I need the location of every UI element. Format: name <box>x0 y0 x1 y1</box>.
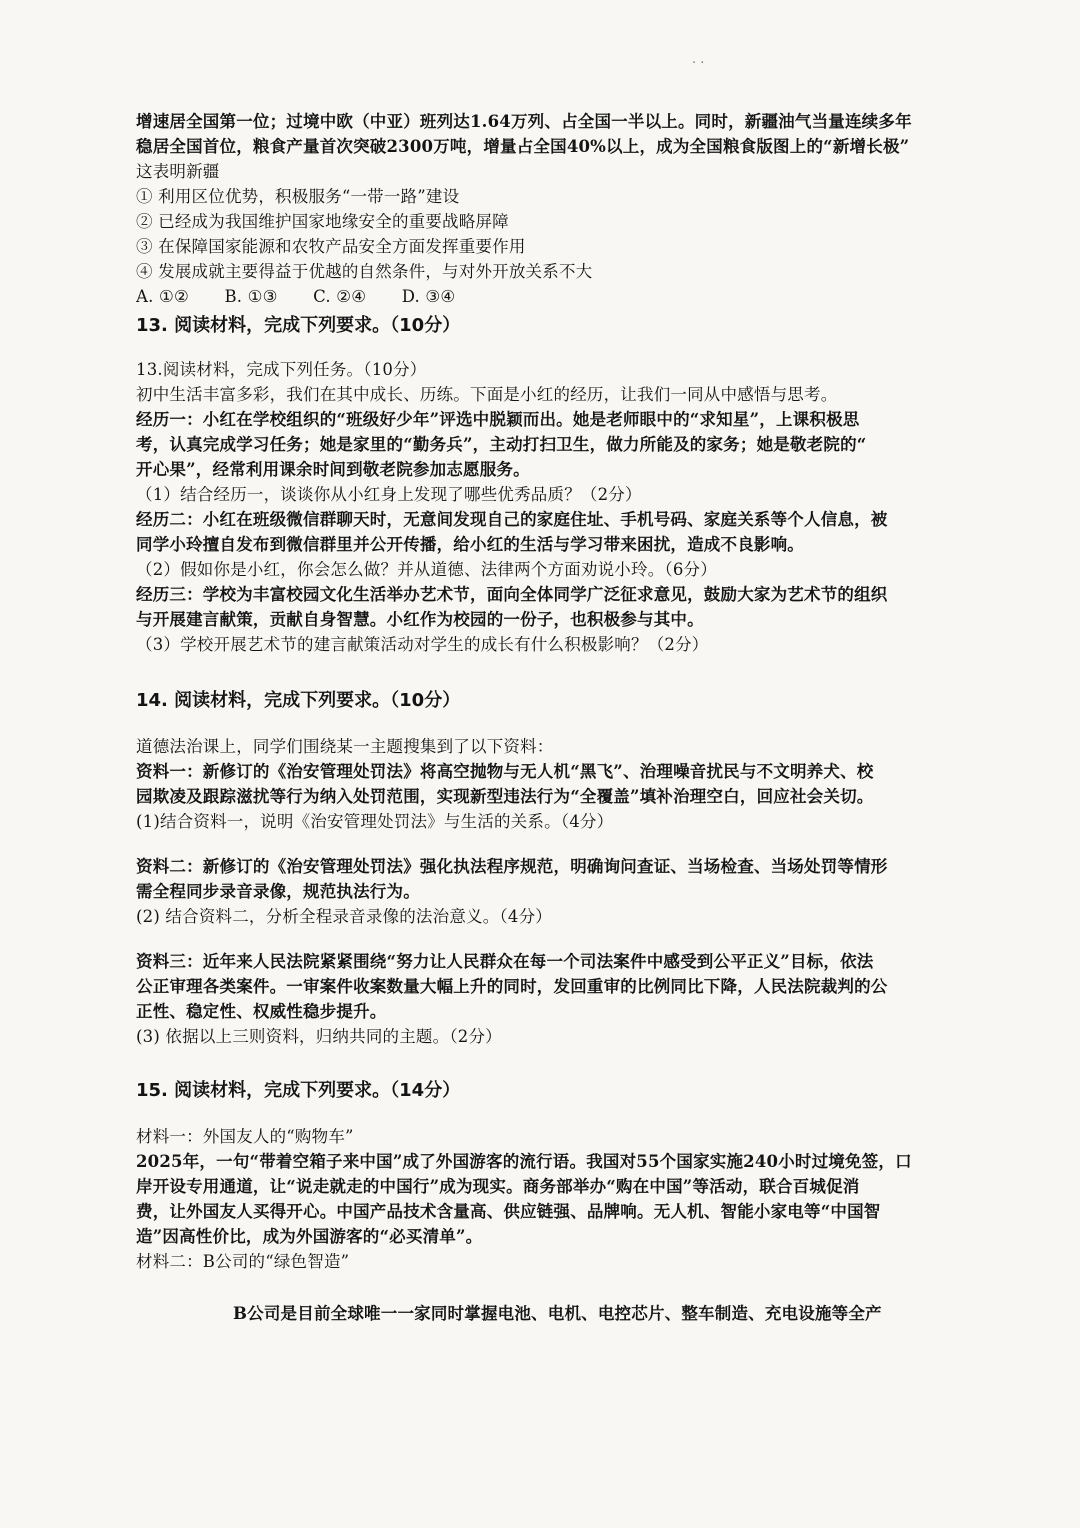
q14-header: 14. 阅读材料，完成下列要求。（10分） <box>136 690 461 711</box>
q12-text-line-1: 增速居全国第一位；过境中欧（中亚）班列达1.64万列、占全国一半以上。同时，新疆油气当量连续多年 <box>136 112 912 131</box>
q13-subquestion-1: （1）结合经历一，谈谈你从小红身上发现了哪些优秀品质？（2分） <box>136 485 642 504</box>
q13-subquestion-2: （2）假如你是小红，你会怎么做？并从道德、法律两个方面劝说小玲。（6分） <box>136 560 717 579</box>
q14-line-3: 园欺凌及跟踪滋扰等行为纳入处罚范围，实现新型违法行为“全覆盖”填补治理空白，回应社会关切。 <box>136 787 874 806</box>
q12-option-b: B. ①③ <box>224 287 278 306</box>
q14-line-5: 资料二：新修订的《治安管理处罚法》强化执法程序规范，明确询问查证、当场检查、当场处罚等情形 <box>136 857 888 876</box>
q14-subquestion-1: (1)结合资料一，说明《治安管理处罚法》与生活的关系。（4分） <box>136 812 614 831</box>
q13-line-2: 初中生活丰富多彩，我们在其中成长、历练。下面是小红的经历，让我们一同从中感悟与思考。 <box>136 385 838 404</box>
q13-line-4: 考，认真完成学习任务；她是家里的“勤务兵”，主动打扫卫生，做力所能及的家务；她是敬老院的“ <box>136 435 867 454</box>
q14-subquestion-2: (2) 结合资料二，分析全程录音录像的法治意义。（4分） <box>136 907 552 926</box>
q15-line-5: 造”因高性价比，成为外国游客的“必买清单”。 <box>136 1227 483 1246</box>
q13-line-7: 经历二：小红在班级微信群聊天时，无意间发现自己的家庭住址、手机号码、家庭关系等个人信息，被 <box>136 510 888 529</box>
q13-line-5: 开心果”，经常利用课余时间到敬老院参加志愿服务。 <box>136 460 530 479</box>
q13-header: 13. 阅读材料，完成下列要求。（10分） <box>136 315 461 336</box>
q12-option-d: D. ③④ <box>401 287 456 306</box>
q13-line-1: 13.阅读材料，完成下列任务。（10分） <box>136 360 427 379</box>
q12-option-a: A. ①② <box>136 287 189 306</box>
q12-options <box>136 285 1006 309</box>
q14-line-1: 道德法治课上，同学们围绕某一主题搜集到了以下资料： <box>136 737 554 756</box>
q15-line-1: 材料一：外国友人的“购物车” <box>136 1127 354 1146</box>
q14-line-2: 资料一：新修订的《治安管理处罚法》将高空抛物与无人机“黑飞”、治理噪音扰民与不文明养犬、校 <box>136 762 874 781</box>
q14-line-8: 资料三：近年来人民法院紧紧围绕“努力让人民群众在每一个司法案件中感受到公平正义”目标，依法 <box>136 952 874 971</box>
q12-text-line-3: 这表明新疆 <box>136 162 220 181</box>
q13-line-8: 同学小玲擅自发布到微信群里并公开传播，给小红的生活与学习带来困扰，造成不良影响。 <box>136 535 804 554</box>
q15-header: 15. 阅读材料，完成下列要求。（14分） <box>136 1080 461 1101</box>
q12-item-4: ④ 发展成就主要得益于优越的自然条件，与对外开放关系不大 <box>136 262 593 281</box>
q13-line-10: 经历三：学校为丰富校园文化生活举办艺术节，面向全体同学广泛征求意见，鼓励大家为艺术节的组织 <box>136 585 888 604</box>
q13-subquestion-3: （3）学校开展艺术节的建言献策活动对学生的成长有什么积极影响？（2分） <box>136 635 709 654</box>
q12-text-line-2: 稳居全国首位，粮食产量首次突破2300万吨，增量占全国40%以上，成为全国粮食版图上的“新增长极” <box>136 137 910 156</box>
q15-line-2: 2025年，一句“带着空箱子来中国”成了外国游客的流行语。我国对55个国家实施240小时过境免签，口 <box>136 1152 912 1171</box>
q13-line-11: 与开展建言献策，贡献自身智慧。小红作为校园的一份子，也积极参与其中。 <box>136 610 704 629</box>
q12-option-c: C. ②④ <box>313 287 367 306</box>
q14-line-6: 需全程同步录音录像，规范执法行为。 <box>136 882 420 901</box>
q14-line-9: 公正审理各类案件。一审案件收案数量大幅上升的同时，发回重审的比例同比下降，人民法院裁判的公 <box>136 977 888 996</box>
q12-item-2: ② 已经成为我国维护国家地缘安全的重要战略屏障 <box>136 212 509 231</box>
q12-item-1: ① 利用区位优势，积极服务“一带一路”建设 <box>136 187 460 206</box>
q14-line-10: 正性、稳定性、权威性稳步提升。 <box>136 1002 387 1021</box>
q15-line-3: 岸开设专用通道，让“说走就走的中国行”成为现实。商务部举办“购在中国”等活动，联合百城促消 <box>136 1177 860 1196</box>
q15-line-4: 费，让外国友人买得开心。中国产品技术含量高、供应链强、品牌响。无人机、智能小家电等“中国智 <box>136 1202 881 1221</box>
q13-line-3: 经历一：小红在学校组织的“班级好少年”评选中脱颖而出。她是老师眼中的“求知星”，上课积极思 <box>136 410 860 429</box>
scan-mark: · · <box>692 56 705 71</box>
q14-subquestion-3: (3) 依据以上三则资料，归纳共同的主题。（2分） <box>136 1027 502 1046</box>
q12-item-3: ③ 在保障国家能源和农牧产品安全方面发挥重要作用 <box>136 237 526 256</box>
q15-line-6: 材料二：B公司的“绿色智造” <box>136 1252 350 1271</box>
q15-line-7: B公司是目前全球唯一一家同时掌握电池、电机、电控芯片、整车制造、充电设施等全产 <box>233 1304 882 1323</box>
